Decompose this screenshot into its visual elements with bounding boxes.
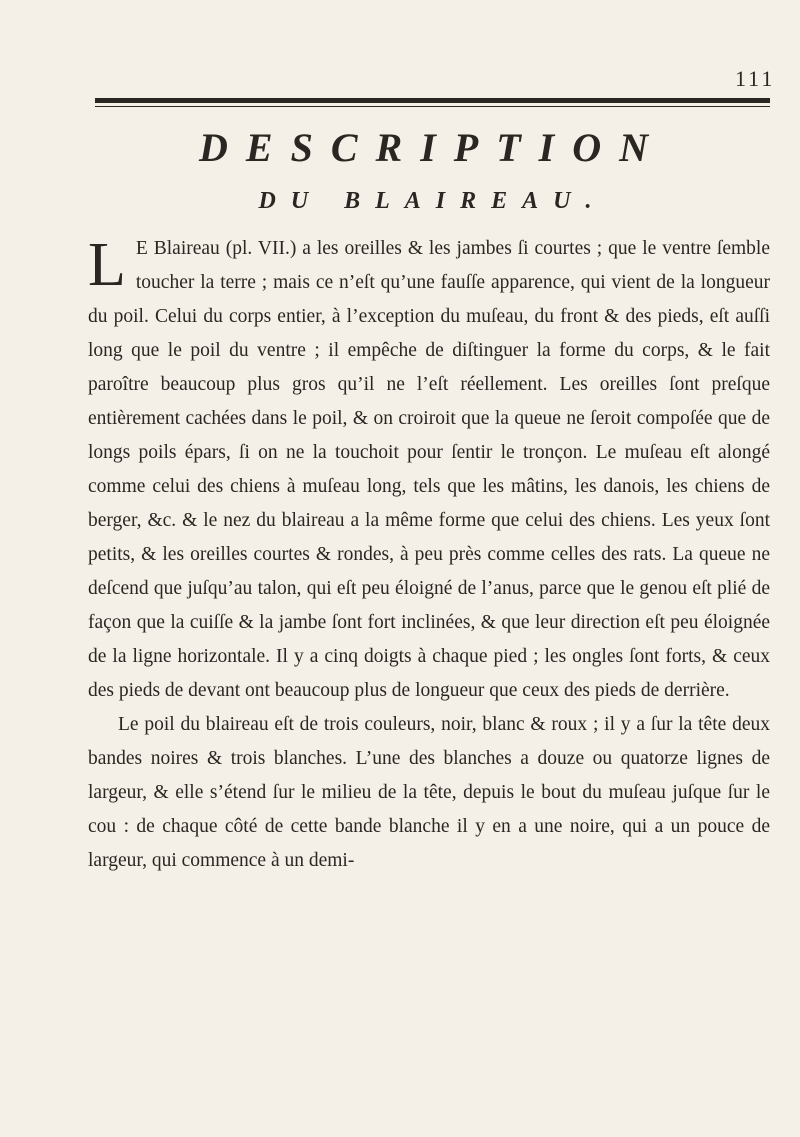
paragraph-1-text: E Blaireau (pl. VII.) a les oreilles & les jambes ſi courtes ; que le ventre ſemble toucher la terre ; mais ce n’eſt qu’une fauſſe apparence, qui vient de la longueur du poil. Celui du corps entier, à l’exception du muſeau, du front & des pieds, eſt auſſi long que le poil du ventre ; il empêche de diſtinguer la forme du corps, & le fait paroître beaucoup plus gros qu’il ne l’eſt réellement. Les oreilles ſont preſque entièrement cachées dans le poil, & on croiroit que la queue ne ſeroit compoſée que de longs poils épars, ſi on ne la touchoit pour ſentir le tronçon. Le muſeau eſt alongé comme celui des chiens à muſeau long, tels que les mâtins, les danois, les chiens de berger, &c. & le nez du blaireau a la même forme que celui des chiens. Les yeux ſont petits, & les oreilles courtes & rondes, à peu près comme celles des rats. La queue ne deſcend que juſqu’au talon, qui eſt peu éloigné de l’anus, parce que le genou eſt plié de façon que la cuiſſe & la jambe ſont fort inclinées, & que leur direction eſt peu éloignée de la ligne horizontale. Il y a cinq doigts à chaque pied ; les ongles ſont forts, & ceux des pieds de devant ont beaucoup plus de longueur que ceux des pieds de derrière. (88, 238, 770, 701)
drop-cap: L (88, 231, 126, 299)
paragraph-2: Le poil du blaireau eſt de trois couleurs, noir, blanc & roux ; il y a ſur la tête deux bandes noires & trois blanches. L’une des blanches a douze ou quatorze lignes de largeur, & elle s’étend ſur le milieu de la tête, depuis le bout du muſeau juſque ſur le cou : de chaque côté de cette bande blanche il y en a une noire, qui a un pouce de largeur, qui commence à un demi- (88, 714, 770, 871)
header-rule-thin (95, 106, 770, 107)
body-text (88, 232, 770, 878)
page-number: 111 (735, 66, 776, 91)
header-rule-thick (95, 98, 770, 103)
paragraph-1 (88, 232, 770, 708)
page-title: DESCRIPTION (199, 125, 666, 170)
page-subtitle: DU BLAIREAU. (258, 188, 607, 214)
